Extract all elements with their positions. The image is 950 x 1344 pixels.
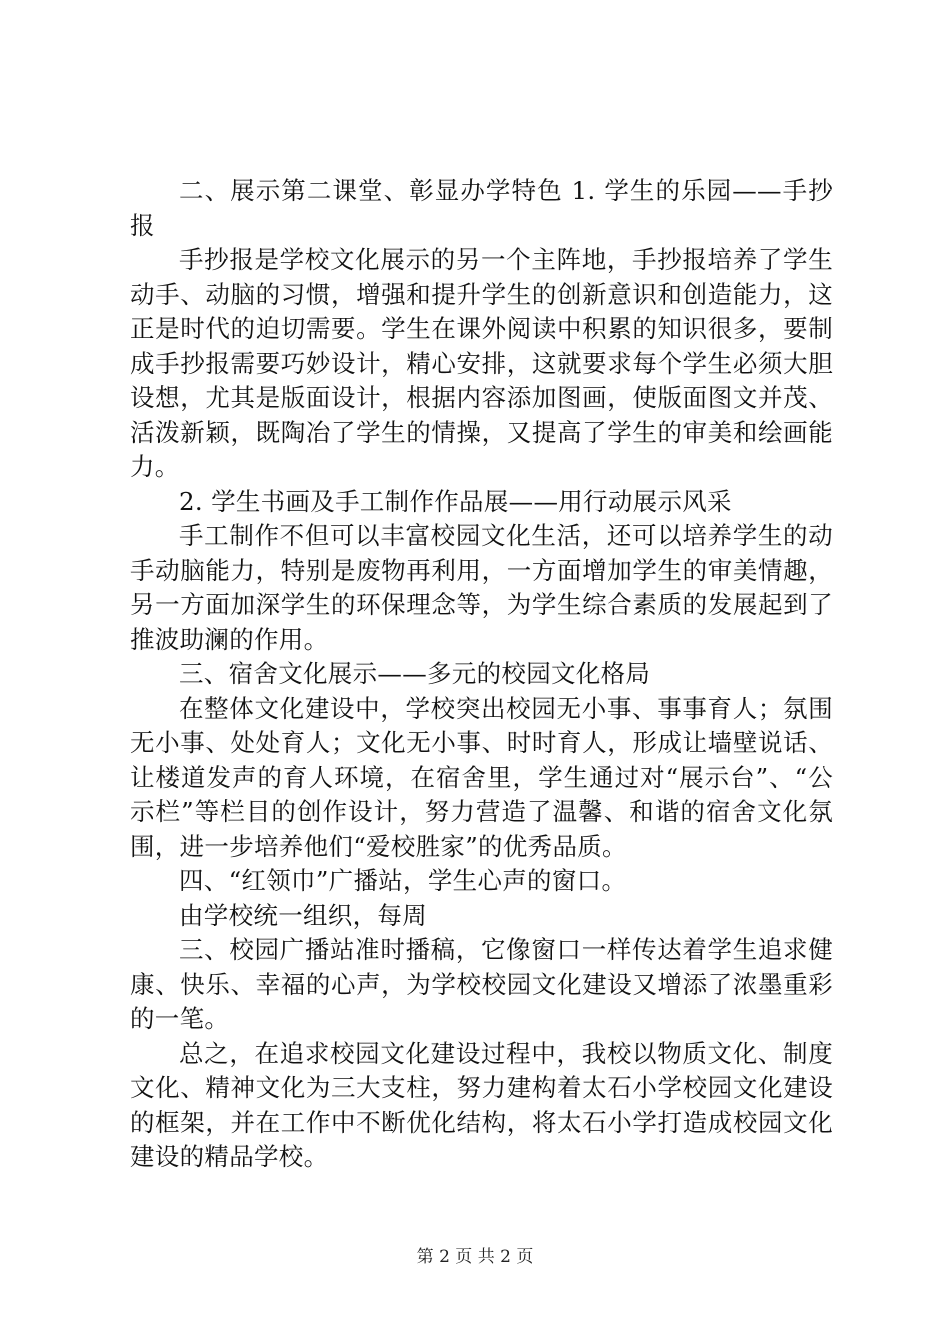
paragraph-broadcast-station: 三、校园广播站准时播稿，它像窗口一样传达着学生追求健康、快乐、幸福的心声，为学校校园文化建设又增添了浓墨重彩的一笔。 xyxy=(130,935,833,1033)
page-number-footer: 第 2 页 共 2 页 xyxy=(416,1247,534,1267)
heading-broadcast-station: 四、“红领巾”广播站，学生心声的窗口。 xyxy=(179,866,627,895)
paragraph-handwritten-newspaper: 手抄报是学校文化展示的另一个主阵地，手抄报培养了学生动手、动脑的习惯，增强和提升学生的创新意识和创造能力，这正是时代的迫切需要。学生在课外阅读中积累的知识很多，要制成手抄报需要巧妙设计，精心安排，这就要求每个学生必须大胆设想，尤其是版面设计，根据内容添加图画，使版面图文并茂、活泼新颖，既陶冶了学生的情操，又提高了学生的审美和绘画能力。 xyxy=(130,245,833,481)
document-body xyxy=(130,174,833,1175)
heading-dormitory-culture: 三、宿舍文化展示——多元的校园文化格局 xyxy=(179,659,651,688)
heading-section-two: 二、展示第二课堂、彰显办学特色 1. 学生的乐园——手抄报 xyxy=(130,176,833,240)
paragraph-dormitory-culture: 在整体文化建设中，学校突出校园无小事、事事育人；氛围无小事、处处育人；文化无小事、时时育人，形成让墙壁说话、让楼道发声的育人环境，在宿舍里，学生通过对“展示台”、“公示栏”等栏目的创作设计，努力营造了温馨、和谐的宿舍文化氛围，进一步培养他们“爱校胜家”的优秀品质。 xyxy=(130,693,833,861)
paragraph-weekly-organization: 由学校统一组织，每周 xyxy=(179,900,427,930)
paragraph-conclusion: 总之，在追求校园文化建设过程中，我校以物质文化、制度文化、精神文化为三大支柱，努力建构着太石小学校园文化建设的框架，并在工作中不断优化结构，将太石小学打造成校园文化建设的精品学校。 xyxy=(130,1038,833,1171)
paragraph-handicraft: 手工制作不但可以丰富校园文化生活，还可以培养学生的动手动脑能力，特别是废物再利用，一方面增加学生的审美情趣，另一方面加深学生的环保理念等，为学生综合素质的发展起到了推波助澜的作用。 xyxy=(130,521,833,654)
heading-art-exhibition: 2. 学生书画及手工制作作品展——用行动展示风采 xyxy=(179,486,732,516)
